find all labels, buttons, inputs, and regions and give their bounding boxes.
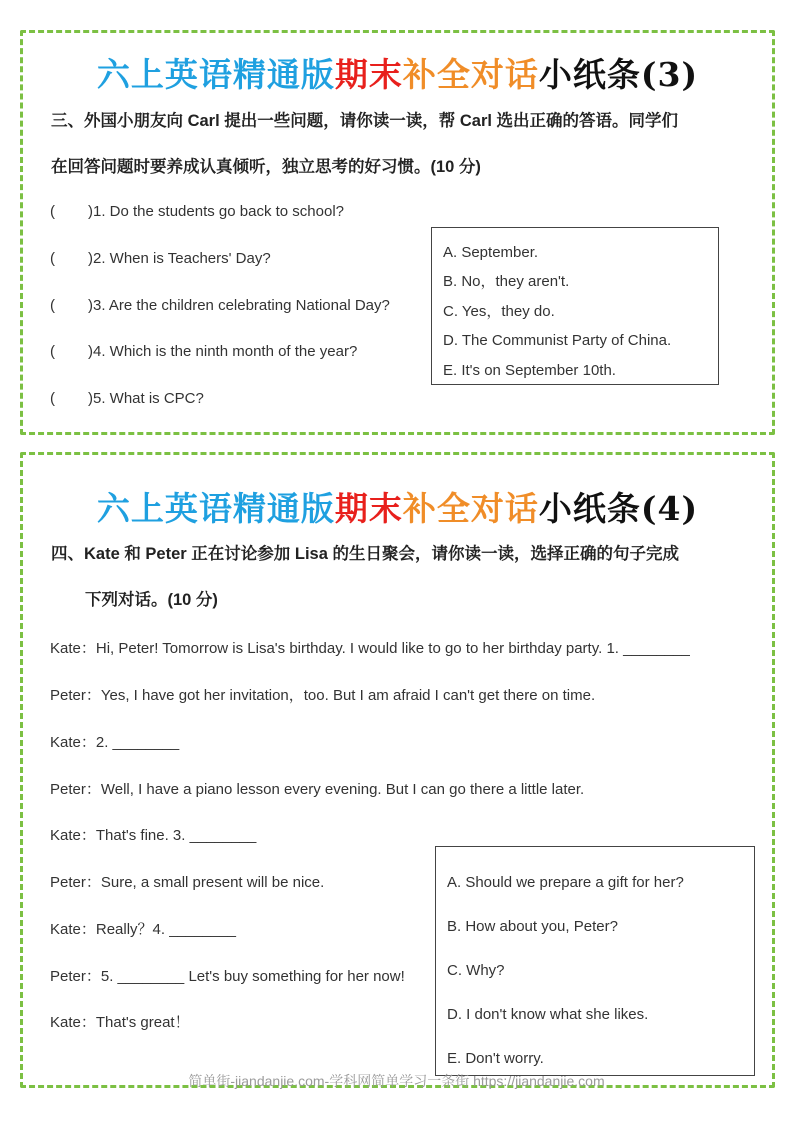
answer-option: D. The Communist Party of China. — [443, 332, 672, 350]
dialogue-line: Peter：Well, I have a piano lesson every evening. But I can go there a little later. — [50, 781, 585, 798]
speaker-label: Peter： — [50, 687, 101, 704]
answer-option: A. Should we prepare a gift for her? — [447, 874, 684, 891]
dialogue-line: Kate：Really？4. ________ — [50, 921, 236, 938]
dialogue-line: Peter：Yes, I have got her invitation，too. But I am afraid I can't get there on time. — [50, 687, 596, 704]
speaker-label: Kate： — [50, 827, 96, 844]
speaker-label: Peter： — [50, 781, 101, 798]
answer-option: B. No，they aren't. — [443, 273, 570, 291]
answer-option: B. How about you, Peter? — [447, 918, 618, 935]
question-item: ( )2. When is Teachers' Day? — [50, 250, 271, 267]
answer-option: D. I don't know what she likes. — [447, 1006, 649, 1023]
answer-option: E. It's on September 10th. — [443, 361, 616, 379]
question-item: ( )3. Are the children celebrating National Day? — [50, 297, 390, 314]
speaker-label: Kate： — [50, 640, 96, 657]
dialogue-line: Kate：Hi, Peter! Tomorrow is Lisa's birthday. I would like to go to her birthday party. 1. ________ — [50, 640, 690, 657]
answer-options-box — [435, 846, 755, 1076]
question-item: ( )1. Do the students go back to school? — [50, 203, 344, 220]
dialogue-line: Kate：2. ________ — [50, 734, 180, 751]
worksheet-card-3 — [20, 30, 775, 435]
question-item: ( )4. Which is the ninth month of the year? — [50, 343, 358, 360]
speaker-label: Kate： — [50, 734, 96, 751]
speaker-label: Peter： — [50, 874, 101, 891]
speaker-label: Peter： — [50, 968, 101, 985]
dialogue-line: Peter：5. ________ Let's buy something for her now! — [50, 968, 405, 985]
answer-options-box — [431, 227, 719, 385]
answer-option: C. Why? — [447, 962, 505, 979]
instruction-text: 三、外国小朋友向 Carl 提出一些问题，请你读一读，帮 Carl 选出正确的答语。同学们 在回答问题时要养成认真倾听，独立思考的好习惯。(10 分) — [51, 112, 679, 176]
dialogue-line: Kate：That's great！ — [50, 1014, 190, 1031]
answer-option: C. Yes，they do. — [443, 302, 555, 320]
card-title: 六上英语精通版期末补全对话小纸条(4) — [96, 489, 699, 528]
question-item: ( )5. What is CPC? — [50, 390, 204, 407]
speaker-label: Kate： — [50, 921, 96, 938]
instruction-text: 四、Kate 和 Peter 正在讨论参加 Lisa 的生日聚会，请你读一读，选择正确的句子完成 下列对话。(10 分) — [51, 545, 679, 609]
watermark-footer: 简单街-jiandanjie.com-学科网简单学习一条街 https://jiandanjie.com — [188, 1073, 605, 1089]
dialogue-line: Peter：Sure, a small present will be nice. — [50, 874, 325, 891]
speaker-label: Kate： — [50, 1014, 96, 1031]
worksheet-card-4 — [20, 452, 775, 1088]
answer-option: A. September. — [443, 244, 539, 261]
dialogue-line: Kate：That's fine. 3. ________ — [50, 827, 257, 844]
card-title: 六上英语精通版期末补全对话小纸条(3) — [96, 55, 699, 94]
answer-option: E. Don't worry. — [447, 1050, 544, 1067]
